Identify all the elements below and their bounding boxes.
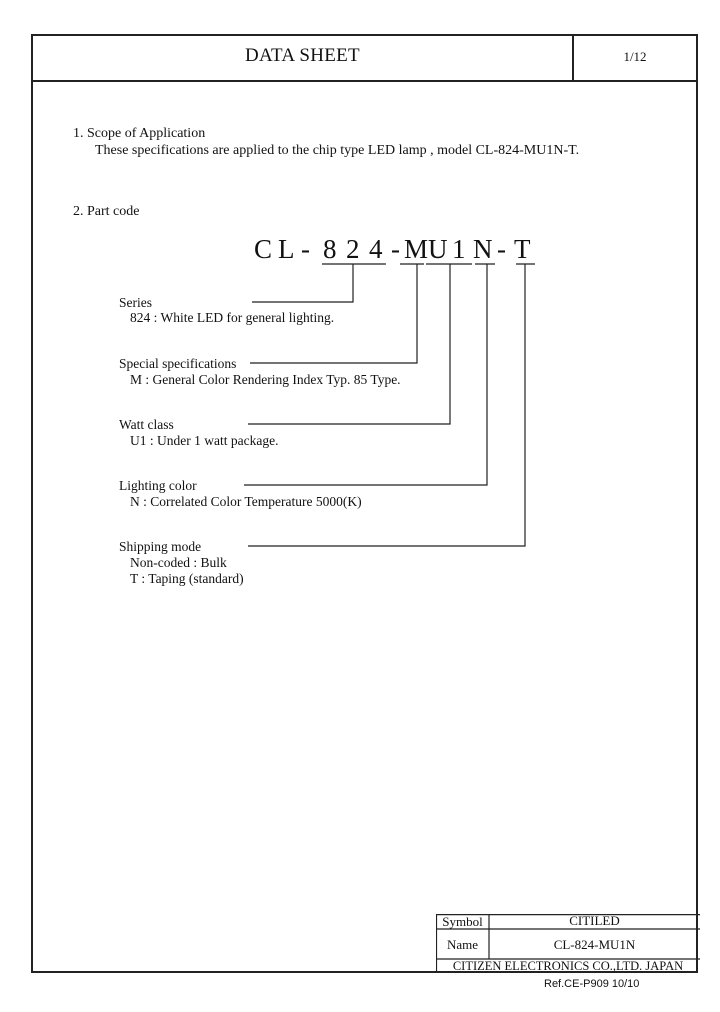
symbol-value: CITILED	[569, 913, 620, 928]
partcode-char: -	[301, 234, 310, 264]
segment-label-watt: Watt class	[119, 417, 174, 432]
leader-series	[252, 264, 353, 302]
partcode-char: T	[514, 234, 531, 264]
symbol-label: Symbol	[442, 914, 483, 929]
segment-label-shipping: Shipping mode	[119, 539, 202, 554]
scope-text: These specifications are applied to the chip type LED lamp , model CL-824-MU1N-T.	[95, 143, 580, 158]
segment-label-series: Series	[119, 295, 152, 310]
segment-desc-watt: U1 : Under 1 watt package.	[130, 433, 279, 448]
partcode-char: -	[497, 234, 506, 264]
partcode-char: U	[428, 234, 448, 264]
partcode-char: N	[473, 234, 493, 264]
company-name: CITIZEN ELECTRONICS CO.,LTD. JAPAN	[452, 959, 684, 973]
page-number: 1/12	[623, 49, 647, 64]
datasheet-frame	[31, 34, 698, 973]
scope-heading: 1. Scope of Application	[73, 126, 206, 141]
part-code-leader-lines	[33, 36, 700, 975]
partcode-char: C	[254, 234, 273, 264]
partcode-heading: 2. Part code	[73, 204, 140, 219]
partcode-char: 4	[369, 234, 383, 264]
segment-desc-shipping-bulk: Non-coded : Bulk	[130, 555, 227, 570]
leader-shipping	[248, 264, 525, 546]
segment-desc-special: M : General Color Rendering Index Typ. 85 Type.	[130, 372, 401, 387]
segment-label-special: Special specifications	[119, 356, 237, 371]
name-value: CL-824-MU1N	[553, 937, 636, 952]
leader-watt	[248, 264, 450, 424]
segment-desc-series: 824 : White LED for general lighting.	[130, 310, 335, 325]
title-block	[436, 914, 700, 973]
partcode-char: -	[391, 234, 400, 264]
segment-desc-color: N : Correlated Color Temperature 5000(K)	[130, 494, 362, 509]
segment-label-color: Lighting color	[119, 478, 197, 493]
name-label: Name	[446, 937, 479, 952]
partcode-char: 8	[323, 234, 337, 264]
reference-code: Ref.CE-P909 10/10	[544, 978, 640, 990]
partcode-char: M	[404, 234, 429, 264]
partcode-char: L	[278, 234, 295, 264]
partcode-char: 1	[452, 234, 466, 264]
segment-desc-shipping-taping: T : Taping (standard)	[130, 571, 244, 586]
partcode-char: 2	[346, 234, 360, 264]
leader-special	[250, 264, 417, 363]
document-title: DATA SHEET	[245, 45, 360, 66]
